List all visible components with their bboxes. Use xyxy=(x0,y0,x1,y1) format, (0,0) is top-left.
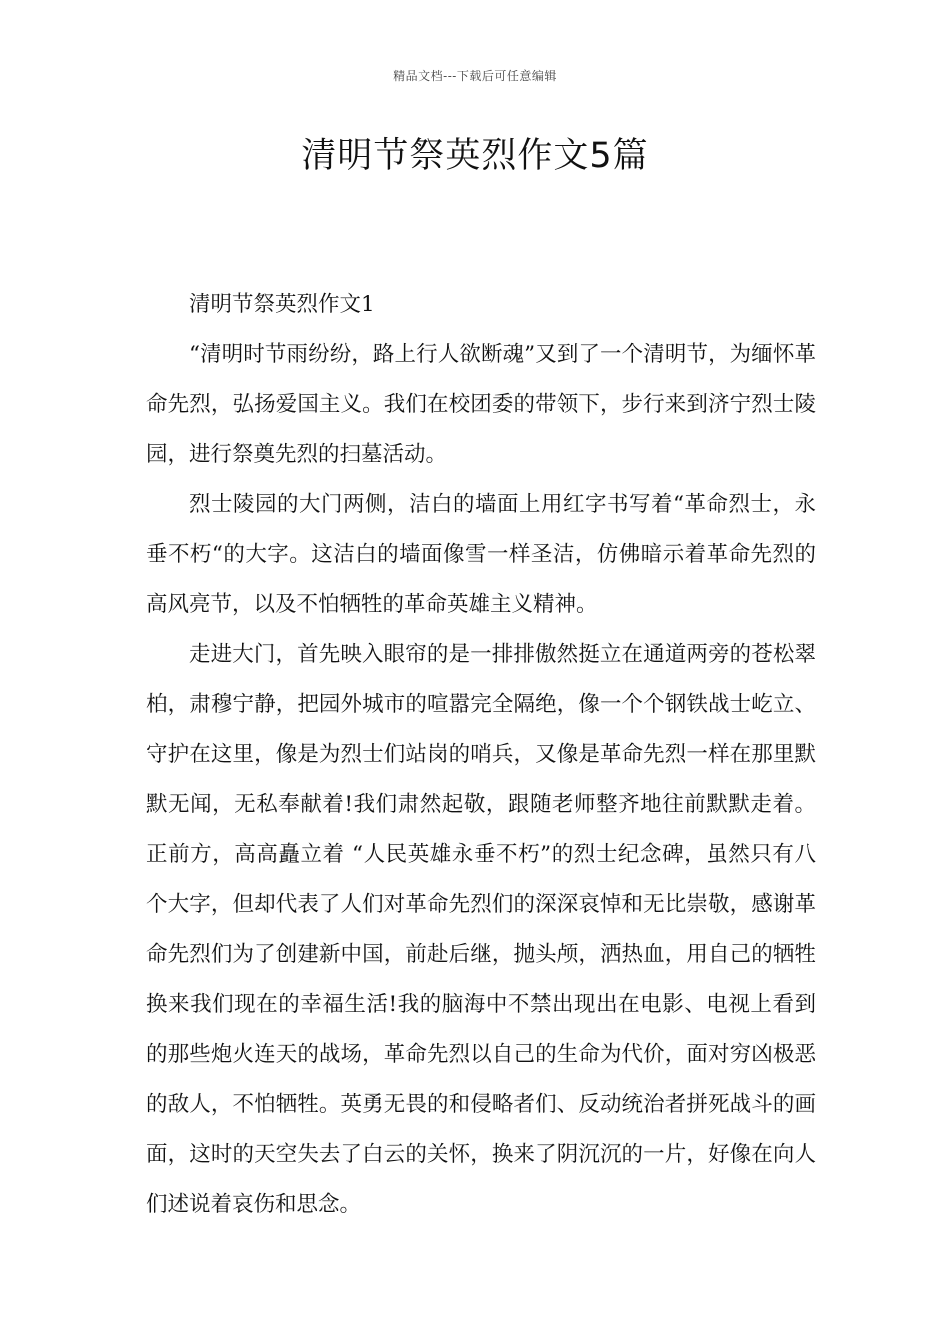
paragraph-1: “清明时节雨纷纷，路上行人欲断魂”又到了一个清明节，为缅怀革命先烈，弘扬爱国主义。我们在校团委的带领下，步行来到济宁烈士陵园，进行祭奠先烈的扫墓活动。 xyxy=(146,342,816,467)
paragraph-3: 走进大门，首先映入眼帘的是一排排傲然挺立在通道两旁的苍松翠柏，肃穆宁静，把园外城市的喧嚣完全隔绝，像一个个钢铁战士屹立、守护在这里，像是为烈士们站岗的哨兵，又像是革命先烈一样在那里默默无闻，无私奉献着!我们肃然起敬，跟随老师整齐地往前默默走着。正前方，高高矗立着 “人民英雄永垂不朽”的烈士纪念碑，虽然只有八个大字，但却代表了人们对革命先烈们的深深哀悼和无比崇敬，感谢革命先烈们为了创建新中国，前赴后继，抛头颅，洒热血，用自己的牺牲换来我们现在的幸福生活!我的脑海中不禁出现出在电影、电视上看到的那些炮火连天的战场，革命先烈以自己的生命为代价，面对穷凶极恶的敌人，不怕牺牲。英勇无畏的和侵略者们、反动统治者拼死战斗的画面，这时的天空失去了白云的关怀，换来了阴沉沉的一片，好像在向人们述说着哀伤和思念。 xyxy=(146,642,816,1217)
section-title: 清明节祭英烈作文1 xyxy=(189,292,375,317)
document-body xyxy=(146,280,816,1230)
header-note: 精品文档---下载后可任意编辑 xyxy=(393,69,557,83)
paragraph-2: 烈士陵园的大门两侧，洁白的墙面上用红字书写着“革命烈士，永垂不朽“的大字。这洁白的墙面像雪一样圣洁，仿佛暗示着革命先烈的高风亮节，以及不怕牺牲的革命英雄主义精神。 xyxy=(146,492,816,617)
document-title: 清明节祭英烈作文5篇 xyxy=(301,136,649,176)
